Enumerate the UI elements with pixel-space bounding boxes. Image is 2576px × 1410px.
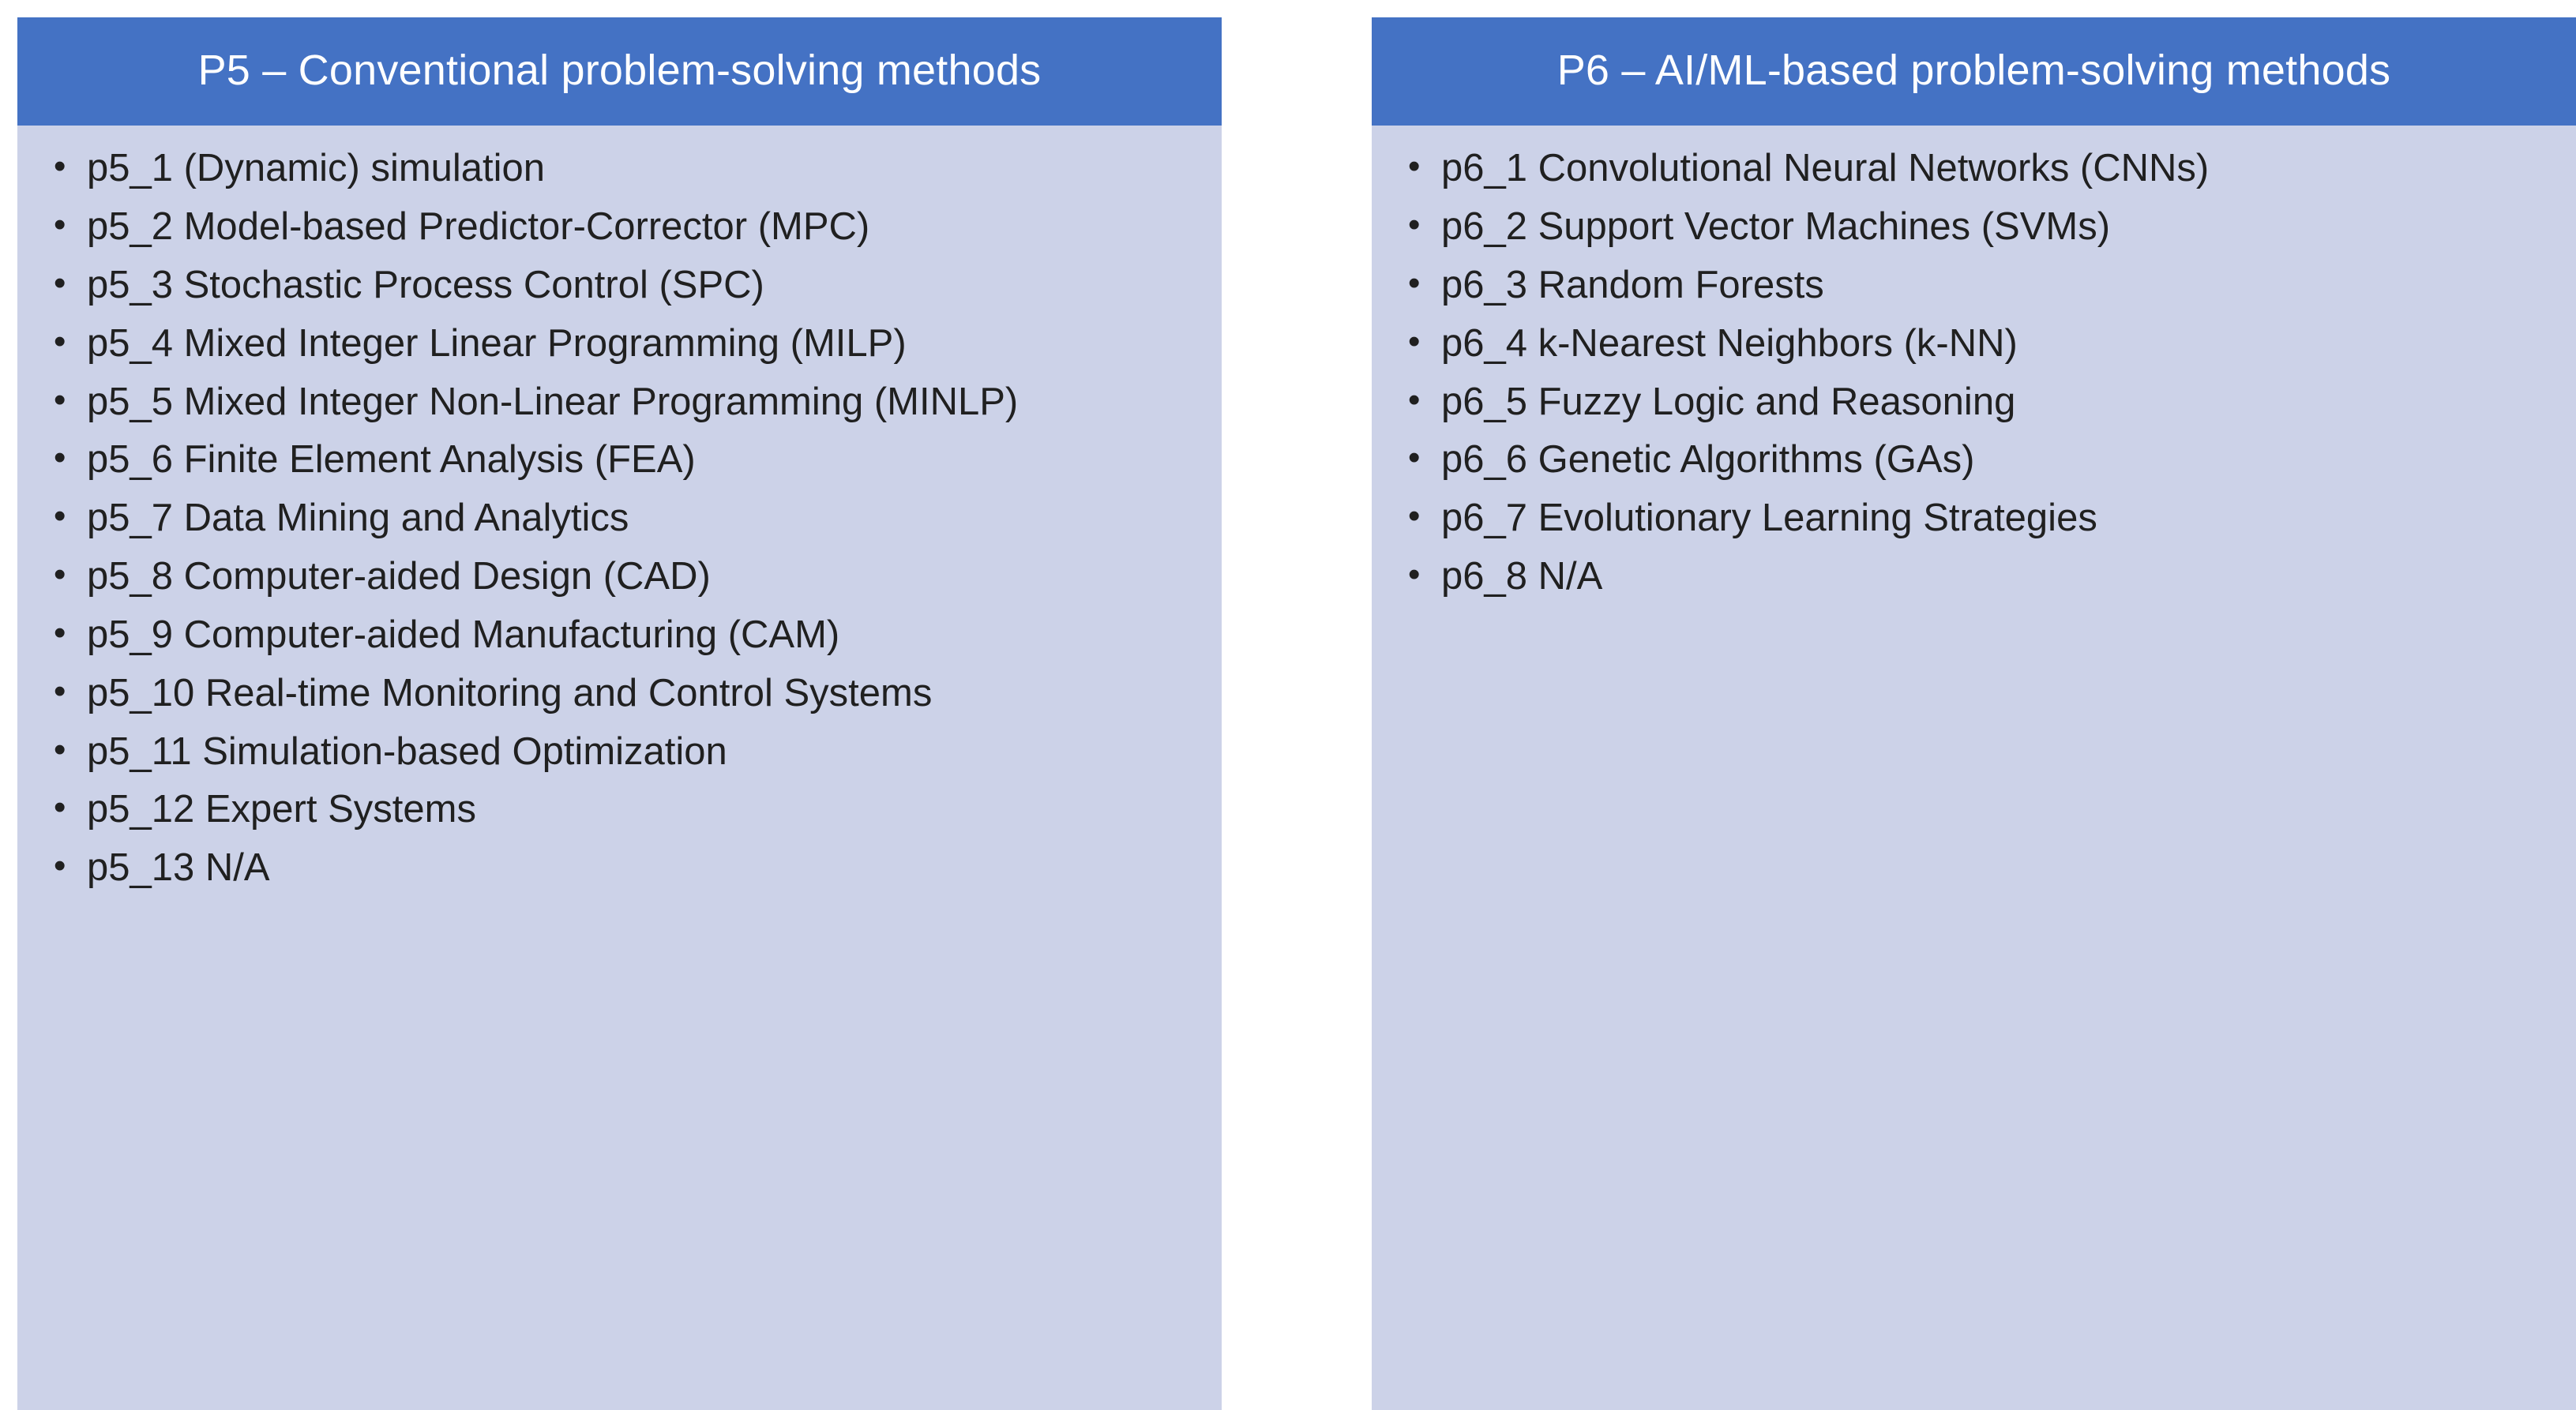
- list-item: • p6_4 k-Nearest Neighbors (k-NN): [1395, 321, 2552, 380]
- panel-p6-list: [1395, 146, 2552, 613]
- panel-p6-body: [1372, 126, 2576, 1410]
- panel-p5-list: [41, 146, 1198, 904]
- list-item: • p5_4 Mixed Integer Linear Programming (MILP): [41, 321, 1198, 380]
- list-item: • p5_8 Computer-aided Design (CAD): [41, 554, 1198, 613]
- list-item: • p6_7 Evolutionary Learning Strategies: [1395, 496, 2552, 554]
- list-item: • p6_3 Random Forests: [1395, 263, 2552, 321]
- list-item: • p5_6 Finite Element Analysis (FEA): [41, 437, 1198, 496]
- panel-p5: [17, 17, 1222, 1410]
- list-item: • p6_6 Genetic Algorithms (GAs): [1395, 437, 2552, 496]
- list-item: • p6_5 Fuzzy Logic and Reasoning: [1395, 380, 2552, 438]
- panel-p5-body: [17, 126, 1222, 1410]
- list-item: • p5_5 Mixed Integer Non-Linear Programming (MINLP): [41, 380, 1198, 438]
- panel-p6: [1372, 17, 2576, 1410]
- list-item: • p5_10 Real-time Monitoring and Control Systems: [41, 671, 1198, 729]
- list-item: • p5_2 Model-based Predictor-Corrector (MPC): [41, 204, 1198, 263]
- list-item: • p5_1 (Dynamic) simulation: [41, 146, 1198, 204]
- list-item: • p6_1 Convolutional Neural Networks (CNNs): [1395, 146, 2552, 204]
- list-item: • p6_2 Support Vector Machines (SVMs): [1395, 204, 2552, 263]
- list-item: • p5_3 Stochastic Process Control (SPC): [41, 263, 1198, 321]
- list-item: • p5_13 N/A: [41, 846, 1198, 904]
- list-item: • p5_12 Expert Systems: [41, 787, 1198, 846]
- panel-p5-title: P5 – Conventional problem-solving methods: [17, 17, 1222, 126]
- list-item: • p6_8 N/A: [1395, 554, 2552, 613]
- list-item: • p5_7 Data Mining and Analytics: [41, 496, 1198, 554]
- list-item: • p5_11 Simulation-based Optimization: [41, 729, 1198, 788]
- list-item: • p5_9 Computer-aided Manufacturing (CAM): [41, 613, 1198, 671]
- panel-p6-title: P6 – AI/ML-based problem-solving methods: [1372, 17, 2576, 126]
